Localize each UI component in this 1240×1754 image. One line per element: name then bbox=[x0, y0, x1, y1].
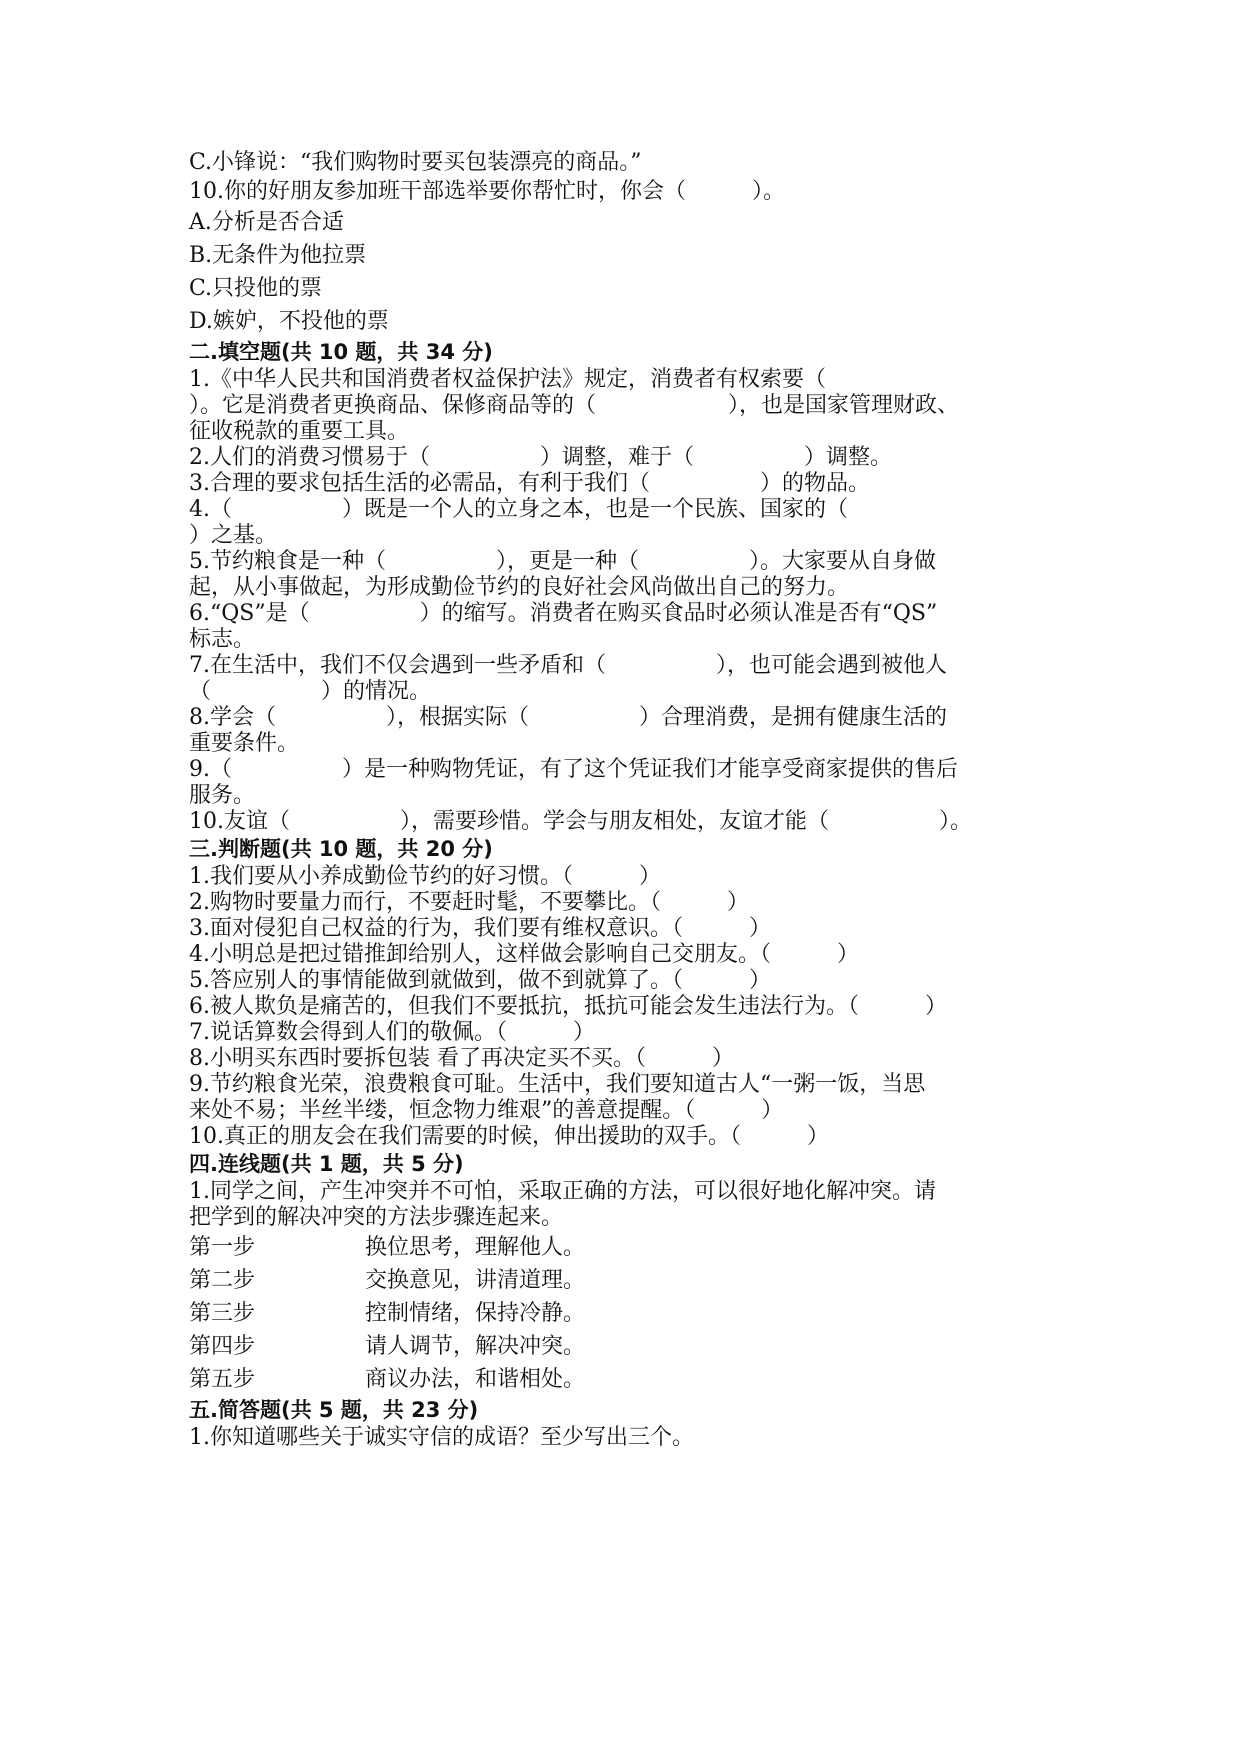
section-title-short-answer: 五.简答题(共 5 题，共 23 分) bbox=[189, 1398, 479, 1422]
fill-line: 4.（ ）既是一个人的立身之本，也是一个民族、国家的（ bbox=[189, 497, 848, 522]
judge-line: 1.我们要从小养成勤俭节约的好习惯。（ ） bbox=[189, 864, 661, 889]
method-label: 控制情绪，保持冷静。 bbox=[365, 1301, 586, 1326]
section-title-fill-blank: 二.填空题(共 10 题，共 34 分) bbox=[189, 340, 493, 364]
method-label: 换位思考，理解他人。 bbox=[365, 1235, 586, 1260]
step-label: 第二步 bbox=[189, 1268, 256, 1293]
judge-line: 8.小明买东西时要拆包装 看了再决定买不买。（ ） bbox=[189, 1046, 734, 1071]
matching-row bbox=[189, 1264, 1089, 1297]
section-title-matching: 四.连线题(共 1 题，共 5 分) bbox=[189, 1152, 464, 1176]
matching-stem: 把学到的解决冲突的方法步骤连起来。 bbox=[189, 1205, 564, 1230]
fill-line: ）之基。 bbox=[189, 523, 278, 548]
judge-line: 9.节约粮食光荣，浪费粮食可耻。生活中，我们要知道古人“一粥一饭，当思 bbox=[189, 1072, 926, 1097]
method-label: 商议办法，和谐相处。 bbox=[365, 1367, 586, 1392]
fill-line: 征收税款的重要工具。 bbox=[189, 419, 410, 444]
fill-line: 7.在生活中，我们不仅会遇到一些矛盾和（ ），也可能会遇到被他人 bbox=[189, 653, 947, 678]
judge-line: 来处不易；半丝半缕，恒念物力维艰”的善意提醒。（ ） bbox=[189, 1098, 784, 1123]
step-label: 第五步 bbox=[189, 1367, 256, 1392]
q10-option-a: A.分析是否合适 bbox=[189, 210, 344, 235]
judge-line: 7.说话算数会得到人们的敬佩。（ ） bbox=[189, 1020, 595, 1045]
judge-line: 2.购物时要量力而行，不要赶时髦，不要攀比。（ ） bbox=[189, 890, 749, 915]
short-answer-question: 1.你知道哪些关于诚实守信的成语？至少写出三个。 bbox=[189, 1425, 694, 1450]
q10-option-b: B.无条件为他拉票 bbox=[189, 243, 367, 268]
exam-page bbox=[189, 148, 1089, 1451]
matching-row bbox=[189, 1231, 1089, 1264]
judge-line: 3.面对侵犯自己权益的行为，我们要有维权意识。（ ） bbox=[189, 916, 771, 941]
fill-line: 2.人们的消费习惯易于（ ）调整，难于（ ）调整。 bbox=[189, 445, 892, 470]
fill-line: （ ）的情况。 bbox=[189, 679, 432, 704]
matching-row bbox=[189, 1297, 1089, 1330]
fill-line: 8.学会（ ），根据实际（ ）合理消费，是拥有健康生活的 bbox=[189, 705, 947, 730]
section-title-judgement: 三.判断题(共 10 题，共 20 分) bbox=[189, 837, 493, 861]
step-label: 第三步 bbox=[189, 1301, 256, 1326]
fill-line: 标志。 bbox=[189, 627, 256, 652]
q10-option-d: D.嫉妒，不投他的票 bbox=[189, 309, 389, 334]
q10-option-c: C.只投他的票 bbox=[189, 276, 323, 301]
judge-line: 6.被人欺负是痛苦的，但我们不要抵抗，抵抗可能会发生违法行为。（ ） bbox=[189, 994, 947, 1019]
matching-row bbox=[189, 1330, 1089, 1363]
fill-line: 5.节约粮食是一种（ ），更是一种（ ）。大家要从自身做 bbox=[189, 549, 936, 574]
fill-line: 10.友谊（ ），需要珍惜。学会与朋友相处，友谊才能（ ）。 bbox=[189, 809, 972, 834]
judge-line: 4.小明总是把过错推卸给别人，这样做会影响自己交朋友。（ ） bbox=[189, 942, 859, 967]
method-label: 交换意见，讲清道理。 bbox=[365, 1268, 586, 1293]
method-label: 请人调节，解决冲突。 bbox=[365, 1334, 586, 1359]
fill-line: 3.合理的要求包括生活的必需品，有利于我们（ ）的物品。 bbox=[189, 471, 870, 496]
matching-stem: 1.同学之间，产生冲突并不可怕，采取正确的方法，可以很好地化解冲突。请 bbox=[189, 1179, 936, 1204]
fill-line: 1.《中华人民共和国消费者权益保护法》规定，消费者有权索要（ bbox=[189, 367, 826, 392]
q10-stem: 10.你的好朋友参加班干部选举要你帮忙时，你会（ ）。 bbox=[189, 179, 785, 204]
judge-line: 5.答应别人的事情能做到就做到，做不到就算了。（ ） bbox=[189, 968, 771, 993]
fill-line: 6.“QS”是（ ）的缩写。消费者在购买食品时必须认准是否有“QS” bbox=[189, 601, 938, 626]
fill-line: 9.（ ）是一种购物凭证，有了这个凭证我们才能享受商家提供的售后 bbox=[189, 757, 958, 782]
fill-line: ）。它是消费者更换商品、保修商品等的（ ），也是国家管理财政、 bbox=[189, 393, 960, 418]
step-label: 第一步 bbox=[189, 1235, 256, 1260]
fill-line: 起，从小事做起，为形成勤俭节约的良好社会风尚做出自己的努力。 bbox=[189, 575, 850, 600]
step-label: 第四步 bbox=[189, 1334, 256, 1359]
matching-row bbox=[189, 1363, 1089, 1396]
q9-option-c: C.小锋说：“我们购物时要买包装漂亮的商品。” bbox=[189, 150, 642, 175]
fill-line: 重要条件。 bbox=[189, 731, 300, 756]
judge-line: 10.真正的朋友会在我们需要的时候，伸出援助的双手。（ ） bbox=[189, 1124, 829, 1149]
fill-line: 服务。 bbox=[189, 783, 256, 808]
